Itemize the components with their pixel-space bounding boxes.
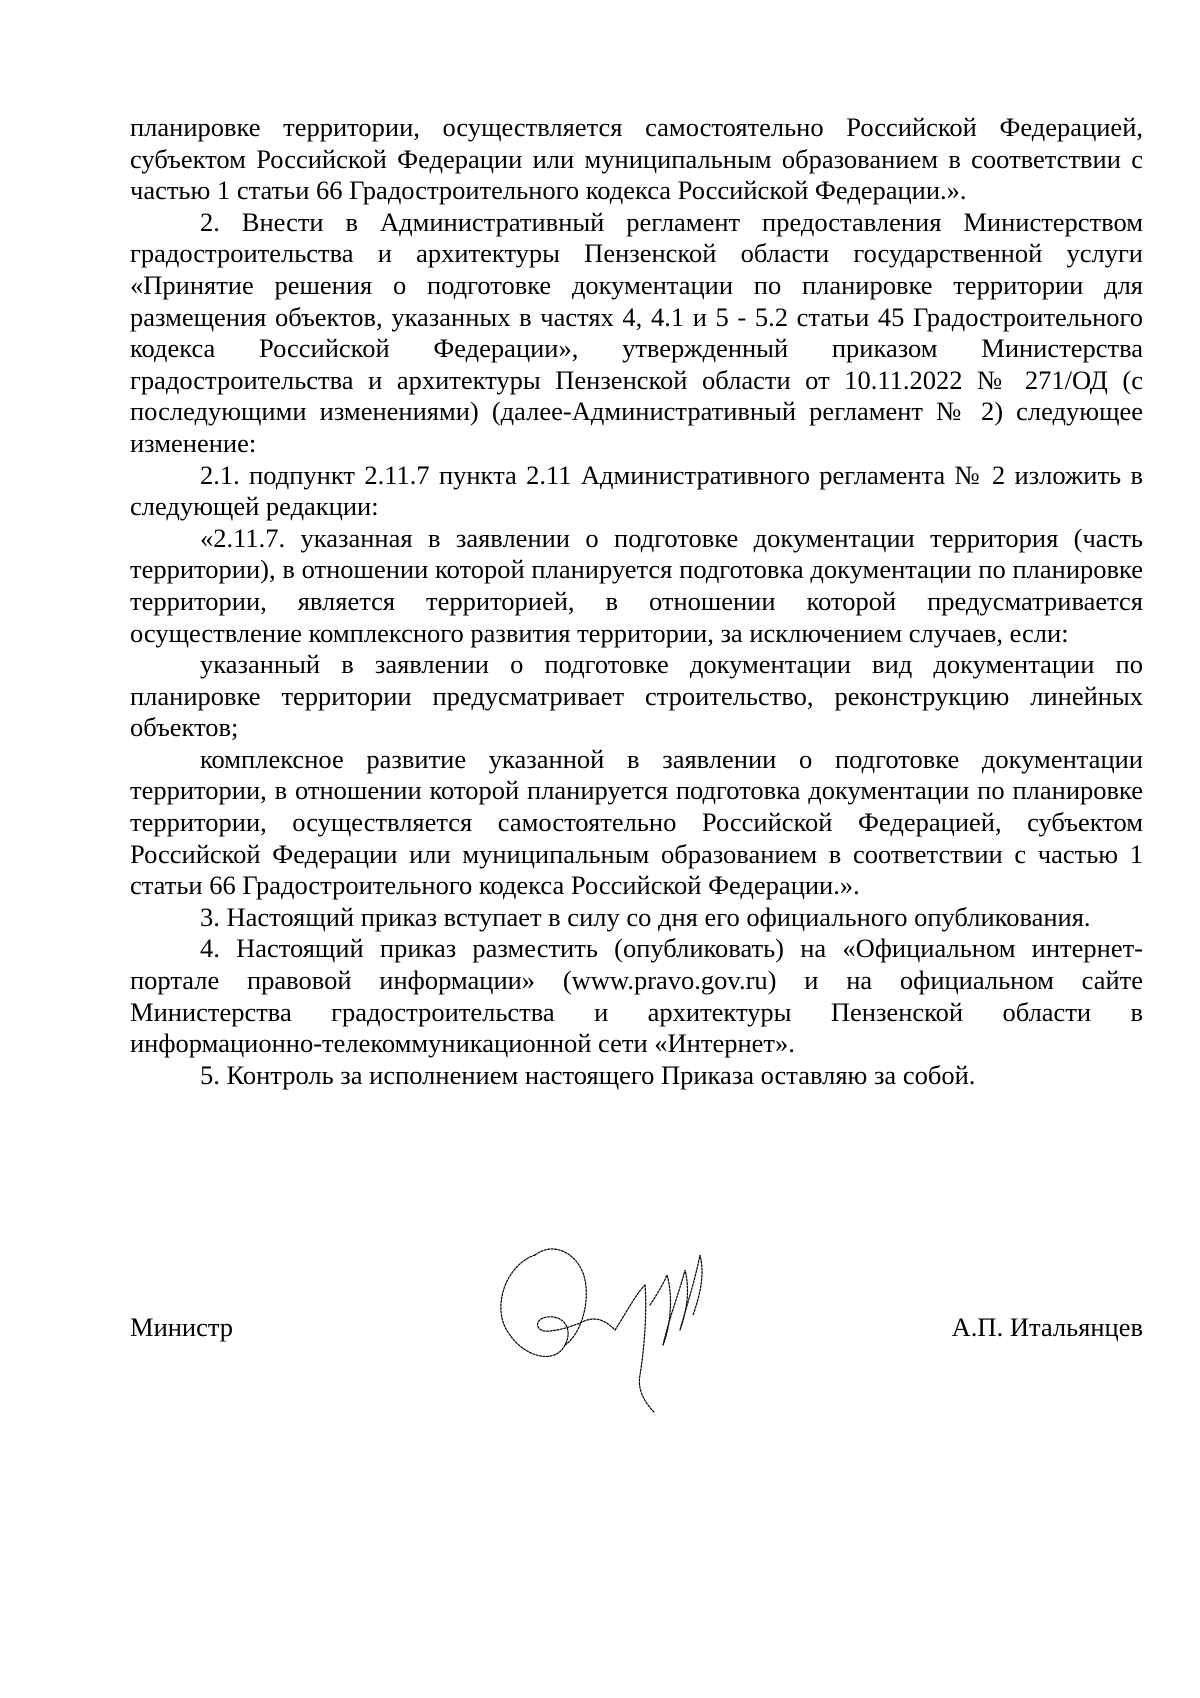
- document-body: [130, 112, 1143, 1091]
- paragraph-continuation: планировке территории, осуществляется самостоятельно Российской Федерацией, субъектом Российской Федерации или муниципальным образованием в соответствии с частью 1 статьи 66 Градостроительного кодекса Российской Федерации.».: [130, 112, 1143, 206]
- signatory-title: Министр: [130, 1312, 234, 1342]
- paragraph-item-2: 2. Внести в Административный регламент предоставления Министерством градостроительства и архитектуры Пензенской области государственной услуги «Принятие решения о подготовке документации по планировке территории для размещения объектов, указанных в частях 4, 4.1 и 5 - 5.2 статьи 45 Градостроительного кодекса Российской Федерации», утвержденный приказом Министерства градостроительства и архитектуры Пензенской области от 10.11.2022 № 271/ОД (с последующими изменениями) (далее-Административный регламент № 2) следующее изменение:: [130, 206, 1143, 458]
- paragraph-item-4: 4. Настоящий приказ разместить (опубликовать) на «Официальном интернет-портале правовой информации» (www.pravo.gov.ru) и на официальном сайте Министерства градостроительства и архитектуры Пензенской области в информационно-телекоммуникационной сети «Интернет».: [130, 933, 1143, 1059]
- signatory-name: А.П. Итальянцев: [951, 1312, 1143, 1342]
- handwritten-signature: [495, 1235, 755, 1415]
- paragraph-item-2-1: 2.1. подпункт 2.11.7 пункта 2.11 Административного регламента № 2 изложить в следующей редакции:: [130, 459, 1143, 522]
- paragraph-item-3: 3. Настоящий приказ вступает в силу со дня его официального опубликования.: [200, 901, 1091, 932]
- paragraph-quote-2-11-7: «2.11.7. указанная в заявлении о подготовке документации территория (часть территории), в отношении которой планируется подготовка документации по планировке территории, является территорией, в отношении которой предусматривается осуществление комплексного развития территории, за исключением случаев, если:: [130, 522, 1143, 648]
- paragraph-item-5: 5. Контроль за исполнением настоящего Приказа оставляю за собой.: [200, 1059, 976, 1090]
- paragraph-exception-2: комплексное развитие указанной в заявлении о подготовке документации территории, в отношении которой планируется подготовка документации по планировке территории, осуществляется самостоятельно Российской Федерацией, субъектом Российской Федерации или муниципальным образованием в соответствии с частью 1 статьи 66 Градостроительного кодекса Российской Федерации.».: [130, 743, 1143, 901]
- paragraph-exception-1: указанный в заявлении о подготовке документации вид документации по планировке территории предусматривает строительство, реконструкцию линейных объектов;: [130, 649, 1143, 743]
